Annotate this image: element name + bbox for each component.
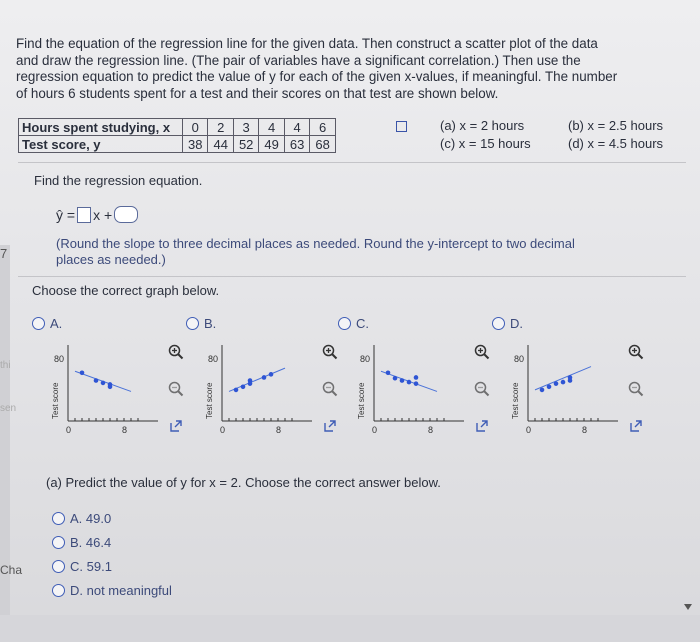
zoom-in-icon[interactable] xyxy=(322,344,338,360)
table-cell: 52 xyxy=(233,136,258,153)
graph-option-a[interactable] xyxy=(32,316,62,331)
zoom-out-icon[interactable] xyxy=(474,381,490,397)
table-cell: 44 xyxy=(208,136,233,153)
divider xyxy=(18,276,686,277)
graph-option-label: C. xyxy=(356,316,369,331)
bottom-bar xyxy=(0,615,700,642)
x-tick-label: 8 xyxy=(428,425,434,435)
answer-option-a[interactable] xyxy=(52,511,111,526)
radio-button[interactable] xyxy=(52,584,65,597)
zoom-in-icon[interactable] xyxy=(168,344,184,360)
data-point xyxy=(262,375,267,380)
radio-button[interactable] xyxy=(52,536,65,549)
scatter-plot xyxy=(356,341,466,441)
x-tick-label: 8 xyxy=(582,425,588,435)
y-axis-label: Test score xyxy=(51,382,60,419)
option-value: 46.4 xyxy=(85,535,112,550)
data-point xyxy=(248,378,253,383)
y-axis-label: Test score xyxy=(357,382,366,419)
zoom-out-icon[interactable] xyxy=(168,381,184,397)
scroll-down-icon[interactable] xyxy=(684,604,692,610)
option-label: C. xyxy=(70,559,83,574)
table-header-y: Test score, y xyxy=(19,136,183,153)
x-tick-label: 8 xyxy=(122,425,128,435)
copy-table-icon[interactable] xyxy=(396,121,407,132)
y-hat-label: ŷ = xyxy=(56,206,76,223)
radio-button[interactable] xyxy=(32,317,45,330)
table-cell: 68 xyxy=(310,136,335,153)
regression-equation xyxy=(56,206,138,223)
x-tick-label: 0 xyxy=(220,425,226,435)
graph-prompt: Choose the correct graph below. xyxy=(32,283,220,298)
zoom-out-icon[interactable] xyxy=(322,381,338,397)
zoom-in-icon[interactable] xyxy=(628,344,644,360)
radio-button[interactable] xyxy=(186,317,199,330)
data-point xyxy=(241,384,246,389)
y-tick-label: 80 xyxy=(54,353,65,364)
table-cell: 63 xyxy=(284,136,309,153)
table-cell: 0 xyxy=(183,119,208,136)
data-point xyxy=(234,388,239,393)
external-link-icon[interactable] xyxy=(474,418,490,434)
option-value: 49.0 xyxy=(85,511,112,526)
divider xyxy=(18,162,686,163)
y-tick-label: 80 xyxy=(514,353,525,364)
data-point xyxy=(407,380,412,385)
slope-input[interactable] xyxy=(77,207,91,223)
x-value-a: (a) x = 2 hours xyxy=(440,118,525,133)
table-cell: 2 xyxy=(208,119,233,136)
answer-option-d[interactable] xyxy=(52,583,172,598)
regression-line xyxy=(229,368,285,391)
note-line: (Round the slope to three decimal places as needed. Round the y-intercept to two decimal xyxy=(56,236,575,251)
radio-button[interactable] xyxy=(492,317,505,330)
zoom-in-icon[interactable] xyxy=(474,344,490,360)
data-point xyxy=(568,378,573,383)
x-tick-label: 0 xyxy=(372,425,378,435)
data-point xyxy=(80,370,85,375)
table-cell: 3 xyxy=(233,119,258,136)
intercept-input[interactable] xyxy=(114,206,138,223)
option-value: 59.1 xyxy=(86,559,112,574)
table-cell: 4 xyxy=(259,119,284,136)
regression-prompt: Find the regression equation. xyxy=(34,173,203,188)
external-link-icon[interactable] xyxy=(322,418,338,434)
y-tick-label: 80 xyxy=(208,353,219,364)
predict-prompt: (a) Predict the value of y for x = 2. Choose the correct answer below. xyxy=(46,475,441,490)
question-line: and draw the regression line. (The pair of variables have a significant correlation.) Then use the xyxy=(16,52,581,68)
data-point xyxy=(400,378,405,383)
question-text xyxy=(16,36,686,102)
question-line: of hours 6 students spent for a test and their scores on that test are shown below. xyxy=(16,85,499,101)
table-header-x: Hours spent studying, x xyxy=(19,119,183,136)
scatter-plot xyxy=(510,341,620,441)
radio-button[interactable] xyxy=(52,512,65,525)
x-tick-label: 8 xyxy=(276,425,282,435)
y-tick-label: 80 xyxy=(360,353,371,364)
radio-button[interactable] xyxy=(338,317,351,330)
external-link-icon[interactable] xyxy=(168,418,184,434)
left-sidebar-edge xyxy=(0,245,10,642)
data-point xyxy=(547,384,552,389)
sidebar-fragment-seen: sen xyxy=(0,403,17,414)
scatter-plot xyxy=(204,341,314,441)
data-point xyxy=(393,376,398,381)
x-tick-label: 0 xyxy=(526,425,532,435)
sidebar-fragment-chat: Cha xyxy=(0,563,23,577)
graph-option-c[interactable] xyxy=(338,316,369,331)
graph-option-label: D. xyxy=(510,316,523,331)
x-value-d: (d) x = 4.5 hours xyxy=(568,136,664,151)
x-tick-label: 0 xyxy=(66,425,72,435)
answer-option-c[interactable] xyxy=(52,559,112,574)
table-row xyxy=(19,136,336,153)
zoom-out-icon[interactable] xyxy=(628,381,644,397)
data-point xyxy=(561,380,566,385)
table-row xyxy=(19,119,336,136)
table-cell: 6 xyxy=(310,119,335,136)
graph-option-b[interactable] xyxy=(186,316,216,331)
table-cell: 49 xyxy=(259,136,284,153)
rounding-note xyxy=(56,236,656,268)
data-point xyxy=(94,378,99,383)
data-point xyxy=(554,381,559,386)
graph-option-d[interactable] xyxy=(492,316,523,331)
data-point xyxy=(414,375,419,380)
option-label: B. xyxy=(70,535,83,550)
x-plus-label: x + xyxy=(93,206,113,223)
radio-button[interactable] xyxy=(52,560,65,573)
scatter-plot xyxy=(50,341,160,441)
x-value-b: (b) x = 2.5 hours xyxy=(568,118,664,133)
option-label: A. xyxy=(70,511,83,526)
question-line: regression equation to predict the value of y for each of the given x-values, if meaningful. The number xyxy=(16,69,618,84)
y-axis-label: Test score xyxy=(511,382,520,419)
table-cell: 38 xyxy=(183,136,208,153)
data-point xyxy=(269,372,274,377)
data-point xyxy=(540,388,545,393)
external-link-icon[interactable] xyxy=(628,418,644,434)
data-point xyxy=(386,370,391,375)
question-line: Find the equation of the regression line for the given data. Then construct a scatter plot of the data xyxy=(16,36,598,51)
note-line: places as needed.) xyxy=(56,252,166,267)
option-value: not meaningful xyxy=(86,583,172,598)
regression-line xyxy=(535,367,591,390)
data-table xyxy=(18,118,336,153)
y-axis-label: Test score xyxy=(205,382,214,419)
graph-option-label: B. xyxy=(204,316,217,331)
sidebar-number: 7 xyxy=(0,246,8,261)
data-point xyxy=(101,381,106,386)
sidebar-fragment-this: thi xyxy=(0,360,11,371)
option-label: D. xyxy=(70,583,83,598)
data-point xyxy=(108,384,113,389)
table-cell: 4 xyxy=(284,119,309,136)
data-point xyxy=(414,381,419,386)
answer-option-b[interactable] xyxy=(52,535,111,550)
x-value-c: (c) x = 15 hours xyxy=(440,136,531,151)
graph-option-label: A. xyxy=(50,316,63,331)
